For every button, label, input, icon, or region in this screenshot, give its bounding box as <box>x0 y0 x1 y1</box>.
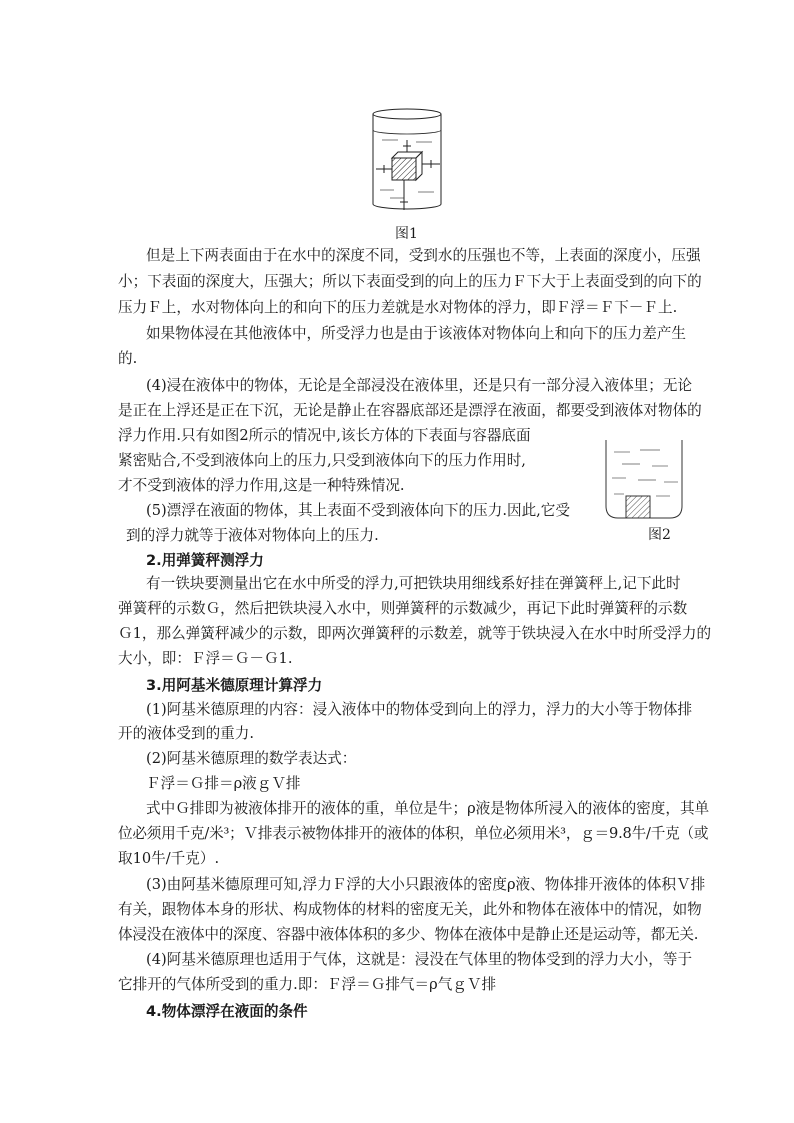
text-line: (4)浸在液体中的物体，无论是全部浸没在液体里，还是只有一部分浸入液体里；无论 <box>146 377 693 394</box>
figure-1-cylinder-diagram <box>368 106 446 216</box>
text-line: 位必须用千克/米³；Ｖ排表示被物体排开的液体的体积，单位必须用米³，ｇ＝9.8牛/千克（或 <box>118 825 709 842</box>
text-line: (1)阿基米德原理的内容：浸入液体中的物体受到向上的浮力，浮力的大小等于物体排 <box>146 701 693 718</box>
text-line: (2)阿基米德原理的数学表达式： <box>146 750 357 767</box>
text-line: (5)漂浮在液面的物体，其上表面不受到液体向下的压力.因此,它受 <box>146 502 570 519</box>
text-line: 体浸没在液体中的深度、容器中液体体积的多少、物体在液体中是静止还是运动等，都无关. <box>118 926 699 943</box>
cylinder-bottom <box>373 204 441 209</box>
text-line: (3)由阿基米德原理可知,浮力Ｆ浮的大小只跟液体的密度ρ液、物体排开液体的体积Ｖ排 <box>146 876 706 893</box>
text-line: 紧密贴合,不受到液体向上的压力,只受到液体向下的压力作用时, <box>118 452 526 469</box>
text-line: 如果物体浸在其他液体中，所受浮力也是由于该液体对物体向上和向下的压力差产生 <box>146 325 686 342</box>
text-line: 有一铁块要测量出它在水中所受的浮力,可把铁块用细线系好挂在弹簧秤上,记下此时 <box>146 575 681 592</box>
text-line: 浮力作用.只有如图2所示的情况中,该长方体的下表面与容器底面 <box>118 427 531 444</box>
heading-archimedes: 3.用阿基米德原理计算浮力 <box>146 677 323 694</box>
text-line: 小；下表面的深度大，压强大；所以下表面受到的向上的压力Ｆ下大于上表面受到的向下的 <box>118 273 702 290</box>
text-line: 到的浮力就等于液体对物体向上的压力. <box>126 527 379 544</box>
text-line: 它排开的气体所受到的重力.即：Ｆ浮＝Ｇ排气＝ρ气ｇＶ排 <box>118 976 497 993</box>
text-line: 式中Ｇ排即为被液体排开的液体的重，单位是牛；ρ液是物体所浸入的液体的密度，其单 <box>146 800 710 817</box>
text-line: 压力Ｆ上，水对物体向上的和向下的压力差就是水对物体的浮力，即Ｆ浮＝Ｆ下－Ｆ上. <box>118 299 678 316</box>
text-line: (4)阿基米德原理也适用于气体，这就是：浸没在气体里的物体受到的浮力大小，等于 <box>146 951 693 968</box>
text-line: 才不受到液体的浮力作用,这是一种特殊情况. <box>118 477 405 494</box>
formula-line: Ｆ浮＝Ｇ排＝ρ液ｇＶ排 <box>146 775 301 792</box>
figure-1-caption: 图1 <box>395 226 418 242</box>
heading-floating-condition: 4.物体漂浮在液面的条件 <box>146 1003 308 1020</box>
cube-front-face <box>392 158 416 180</box>
water-surface <box>373 130 441 134</box>
cylinder-top-rim <box>373 109 441 119</box>
text-line: 弹簧秤的示数Ｇ，然后把铁块浸入水中，则弹簧秤的示数减少，再记下此时弹簧秤的示数 <box>118 600 688 617</box>
heading-spring-scale: 2.用弹簧秤测浮力 <box>146 552 264 569</box>
figure-2-caption: 图2 <box>648 527 671 543</box>
text-line: 大小，即：Ｆ浮＝Ｇ－Ｇ1. <box>118 650 293 667</box>
text-line: 但是上下两表面由于在水中的深度不同，受到水的压强也不等，上表面的深度小，压强 <box>146 247 701 264</box>
block-on-bottom <box>626 496 650 518</box>
text-line: 取10牛/千克）. <box>118 850 220 867</box>
text-line: Ｇ1，那么弹簧秤减少的示数，即两次弹簧秤的示数差，就等于铁块浸入在水中时所受浮力的 <box>118 625 712 642</box>
text-line: 开的液体受到的重力. <box>118 725 254 742</box>
text-line: 有关，跟物体本身的形状、构成物体的材料的密度无关，此外和物体在液体中的情况，如物 <box>118 901 702 918</box>
figure-2-container-diagram <box>604 438 684 520</box>
text-line: 的. <box>118 350 138 367</box>
text-line: 是正在上浮还是正在下沉，无论是静止在容器底部还是漂浮在液面，都要受到液体对物体的 <box>118 402 702 419</box>
